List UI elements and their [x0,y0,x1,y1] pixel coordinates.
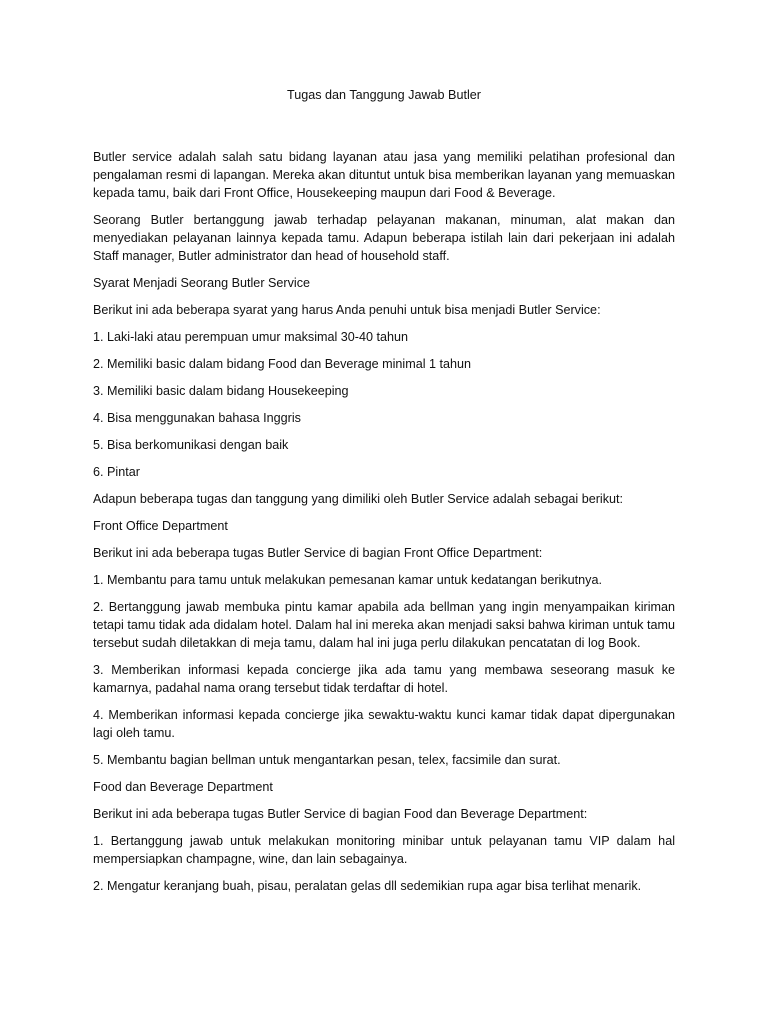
front-office-duty-item: 4. Memberikan informasi kepada concierge jika sewaktu-waktu kunci kamar tidak dapat dipergunakan lagi oleh tamu. [93,708,675,740]
document-title: Tugas dan Tanggung Jawab Butler [287,88,481,102]
front-office-duty-item: 1. Membantu para tamu untuk melakukan pemesanan kamar untuk kedatangan berikutnya. [93,573,602,587]
front-office-duty-item: 5. Membantu bagian bellman untuk mengantarkan pesan, telex, facsimile dan surat. [93,753,561,767]
food-beverage-duty-item: 1. Bertanggung jawab untuk melakukan monitoring minibar untuk pelayanan tamu VIP dalam hal mempersiapkan champagne, wine, dan lain sebagainya. [93,834,675,866]
front-office-duty-item: 3. Memberikan informasi kepada concierge jika ada tamu yang membawa seseorang masuk ke kamarnya, padahal nama orang tersebut tidak terdaftar di hotel. [93,663,675,695]
requirement-item: 5. Bisa berkomunikasi dengan baik [93,438,289,452]
section-heading-requirements: Syarat Menjadi Seorang Butler Service [93,276,311,290]
paragraph-requirements-intro: Berikut ini ada beberapa syarat yang harus Anda penuhi untuk bisa menjadi Butler Service: [93,303,601,317]
requirement-item: 6. Pintar [93,465,140,479]
front-office-duty-item: 2. Bertanggung jawab membuka pintu kamar apabila ada bellman yang ingin menyampaikan kiriman tetapi tamu tidak ada didalam hotel. Dalam hal ini mereka akan menjadi saksi bahwa kiriman untuk tamu tersebut sudah diletakkan di meja tamu, dalam hal ini juga perlu dilakukan pencatatan di log Book. [93,600,675,650]
food-beverage-duty-item: 2. Mengatur keranjang buah, pisau, peralatan gelas dll sedemikian rupa agar bisa terlihat menarik. [93,879,642,893]
paragraph-responsibility: Seorang Butler bertanggung jawab terhadap pelayanan makanan, minuman, alat makan dan menyediakan pelayanan lainnya kepada tamu. Adapun beberapa istilah lain dari pekerjaan ini adalah Staff manager, Butler administrator dan head of household staff. [93,213,675,263]
document-page [93,86,675,904]
paragraph-food-beverage-intro: Berikut ini ada beberapa tugas Butler Service di bagian Food dan Beverage Department: [93,807,588,821]
requirement-item: 4. Bisa menggunakan bahasa Inggris [93,411,301,425]
requirement-item: 3. Memiliki basic dalam bidang Housekeeping [93,384,349,398]
requirement-item: 2. Memiliki basic dalam bidang Food dan Beverage minimal 1 tahun [93,357,472,371]
paragraph-duties-intro: Adapun beberapa tugas dan tanggung yang dimiliki oleh Butler Service adalah sebagai berikut: [93,492,624,506]
paragraph-intro: Butler service adalah salah satu bidang layanan atau jasa yang memiliki pelatihan profesional dan pengalaman resmi di lapangan. Mereka akan dituntut untuk bisa memberikan layanan yang memuaskan kepada tamu, baik dari Front Office, Housekeeping maupun dari Food & Beverage. [93,150,675,200]
requirement-item: 1. Laki-laki atau perempuan umur maksimal 30-40 tahun [93,330,409,344]
section-heading-front-office: Front Office Department [93,519,228,533]
paragraph-front-office-intro: Berikut ini ada beberapa tugas Butler Service di bagian Front Office Department: [93,546,543,560]
section-heading-food-beverage: Food dan Beverage Department [93,780,273,794]
